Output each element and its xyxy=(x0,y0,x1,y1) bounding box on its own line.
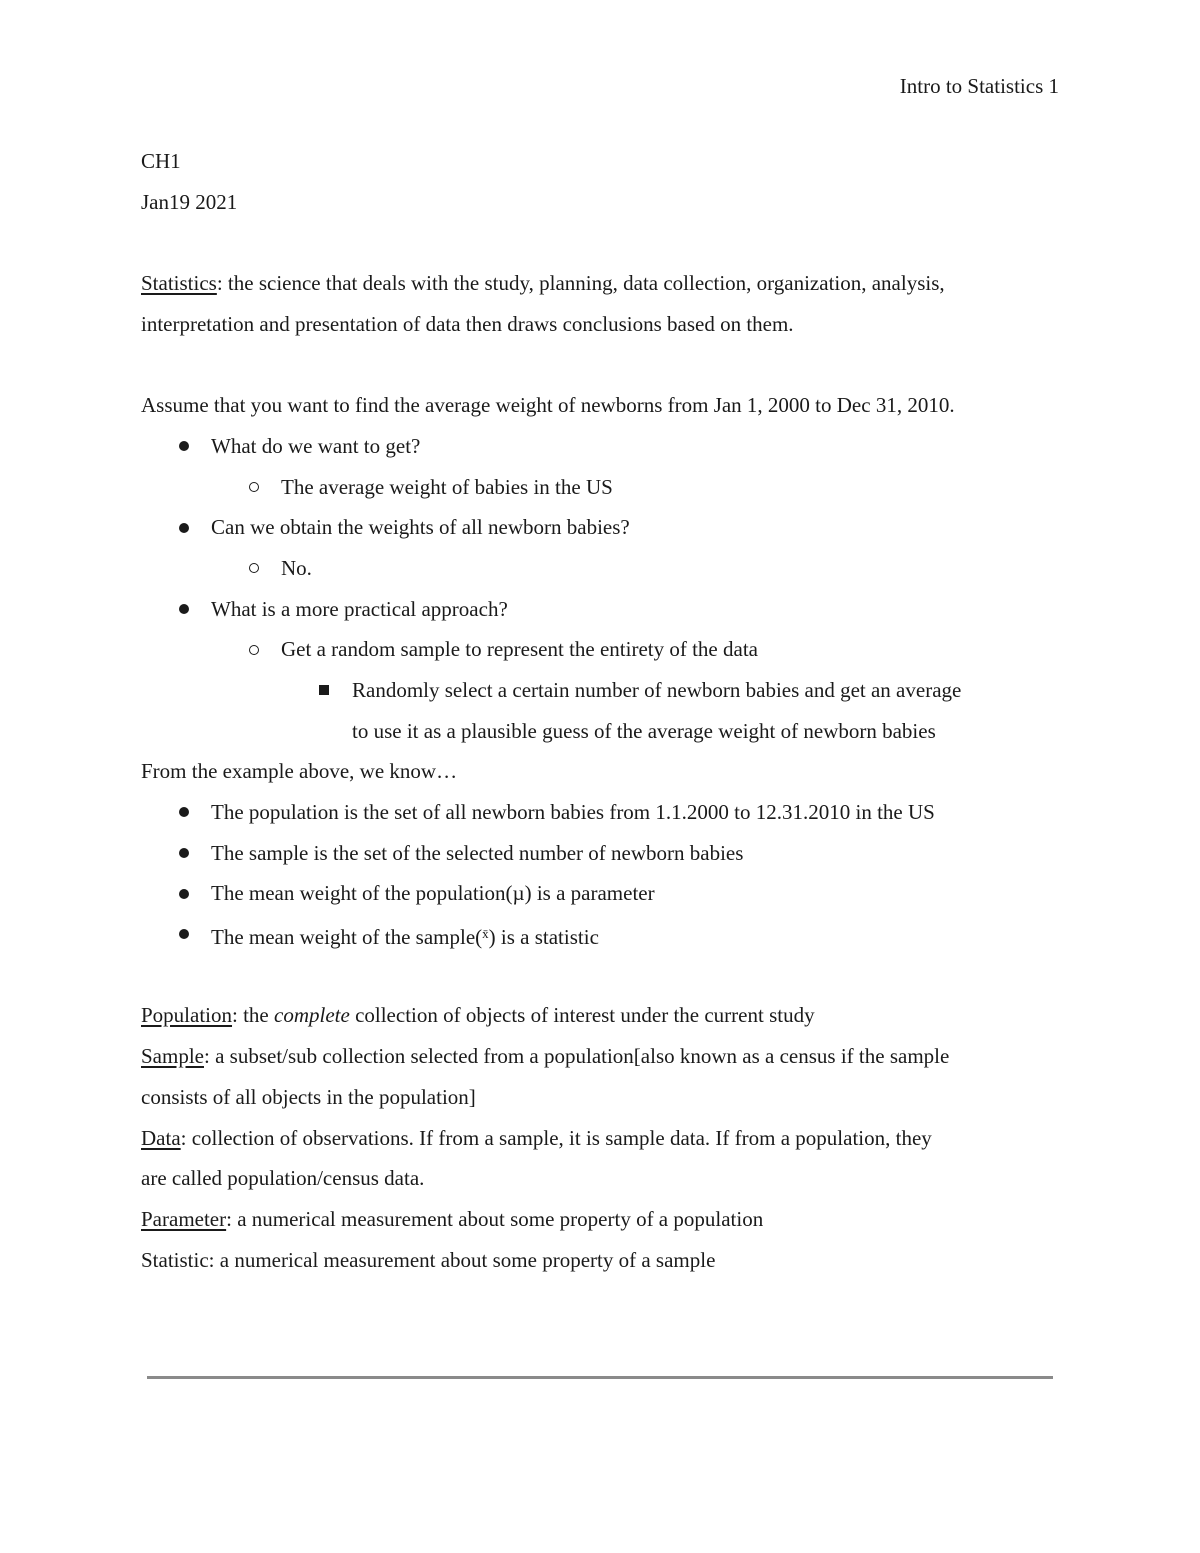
page-divider xyxy=(147,1376,1053,1379)
answer-text: Get a random sample to represent the entirety of the data xyxy=(281,637,758,662)
answer-text: No. xyxy=(281,555,312,580)
definition-text: : a numerical measurement about some property of a population xyxy=(226,1206,764,1231)
question-text: What is a more practical approach? xyxy=(211,596,508,621)
running-head: Intro to Statistics 1 xyxy=(899,74,1059,98)
list-item xyxy=(141,873,1061,914)
statistics-definition-line1 xyxy=(141,263,1061,304)
bullet-disc-icon xyxy=(179,848,189,858)
list-item xyxy=(141,833,1061,874)
list-item xyxy=(141,548,1061,589)
date-label: Jan19 2021 xyxy=(141,189,238,214)
bullet-disc-icon xyxy=(179,807,189,817)
definition-text: : collection of observations. If from a sample, it is sample data. If from a population, they xyxy=(180,1125,932,1150)
statistics-definition-line2: interpretation and presentation of data then draws conclusions based on them. xyxy=(141,311,794,336)
answer-text: The average weight of babies in the US xyxy=(281,474,613,499)
example-intro: Assume that you want to find the average weight of newborns from Jan 1, 2000 to Dec 31, 2010. xyxy=(141,393,955,418)
list-item xyxy=(141,792,1061,833)
chapter-label: CH1 xyxy=(141,149,181,173)
list-item xyxy=(141,914,1061,955)
bullet-circle-icon xyxy=(249,563,259,573)
bullet-square-icon xyxy=(319,685,329,695)
term-sample: Sample xyxy=(141,1044,204,1069)
term-statistics: Statistics xyxy=(141,271,217,296)
fact-text: The mean weight of the population(µ) is a parameter xyxy=(211,881,655,906)
sub-answer-continuation: to use it as a plausible guess of the average weight of newborn babies xyxy=(352,718,936,743)
spacer xyxy=(141,222,1061,263)
parameter-definition xyxy=(141,1199,1061,1240)
bullet-disc-icon xyxy=(179,604,189,614)
list-item xyxy=(141,426,1061,467)
data-definition-line1 xyxy=(141,1118,1061,1159)
emphasis-complete: complete xyxy=(274,1003,350,1028)
definition-text: : a subset/sub collection selected from a population[also known as a census if the sample xyxy=(204,1044,950,1069)
statistic-definition: Statistic: a numerical measurement about some property of a sample xyxy=(141,1247,716,1272)
sample-definition-line2: consists of all objects in the population] xyxy=(141,1084,476,1109)
spacer xyxy=(141,955,1061,996)
fact-text: The sample is the set of the selected number of newborn babies xyxy=(211,840,744,865)
question-text: Can we obtain the weights of all newborn babies? xyxy=(211,515,630,540)
definition-text: : the xyxy=(232,1003,275,1028)
statistics-definition-text: : the science that deals with the study, planning, data collection, organization, analysis, xyxy=(216,271,945,296)
term-data: Data xyxy=(141,1125,181,1150)
term-parameter: Parameter xyxy=(141,1206,227,1231)
bullet-circle-icon xyxy=(249,645,259,655)
question-text: What do we want to get? xyxy=(211,433,421,458)
sample-definition-line1 xyxy=(141,1036,1061,1077)
list-item xyxy=(141,670,1061,711)
bullet-circle-icon xyxy=(249,482,259,492)
definition-text: collection of objects of interest under the current study xyxy=(349,1003,815,1028)
list-item xyxy=(141,507,1061,548)
term-population: Population xyxy=(141,1003,233,1028)
bullet-disc-icon xyxy=(179,929,189,939)
fact-text: The mean weight of the sample( xyxy=(211,925,483,950)
x-bar-symbol: x̄ xyxy=(482,926,489,942)
bullet-disc-icon xyxy=(179,441,189,451)
population-definition xyxy=(141,995,1061,1036)
fact-text: The population is the set of all newborn babies from 1.1.2000 to 12.31.2010 in the US xyxy=(211,800,935,824)
bullet-disc-icon xyxy=(179,889,189,899)
we-know-intro: From the example above, we know… xyxy=(141,759,458,784)
data-definition-line2: are called population/census data. xyxy=(141,1166,425,1191)
document-body xyxy=(141,141,1061,1280)
spacer xyxy=(141,344,1061,385)
list-item xyxy=(141,629,1061,670)
list-item xyxy=(141,589,1061,630)
sub-answer-text: Randomly select a certain number of newborn babies and get an average xyxy=(352,677,962,702)
bullet-disc-icon xyxy=(179,523,189,533)
fact-text-end: ) is a statistic xyxy=(488,925,599,950)
list-item xyxy=(141,467,1061,508)
